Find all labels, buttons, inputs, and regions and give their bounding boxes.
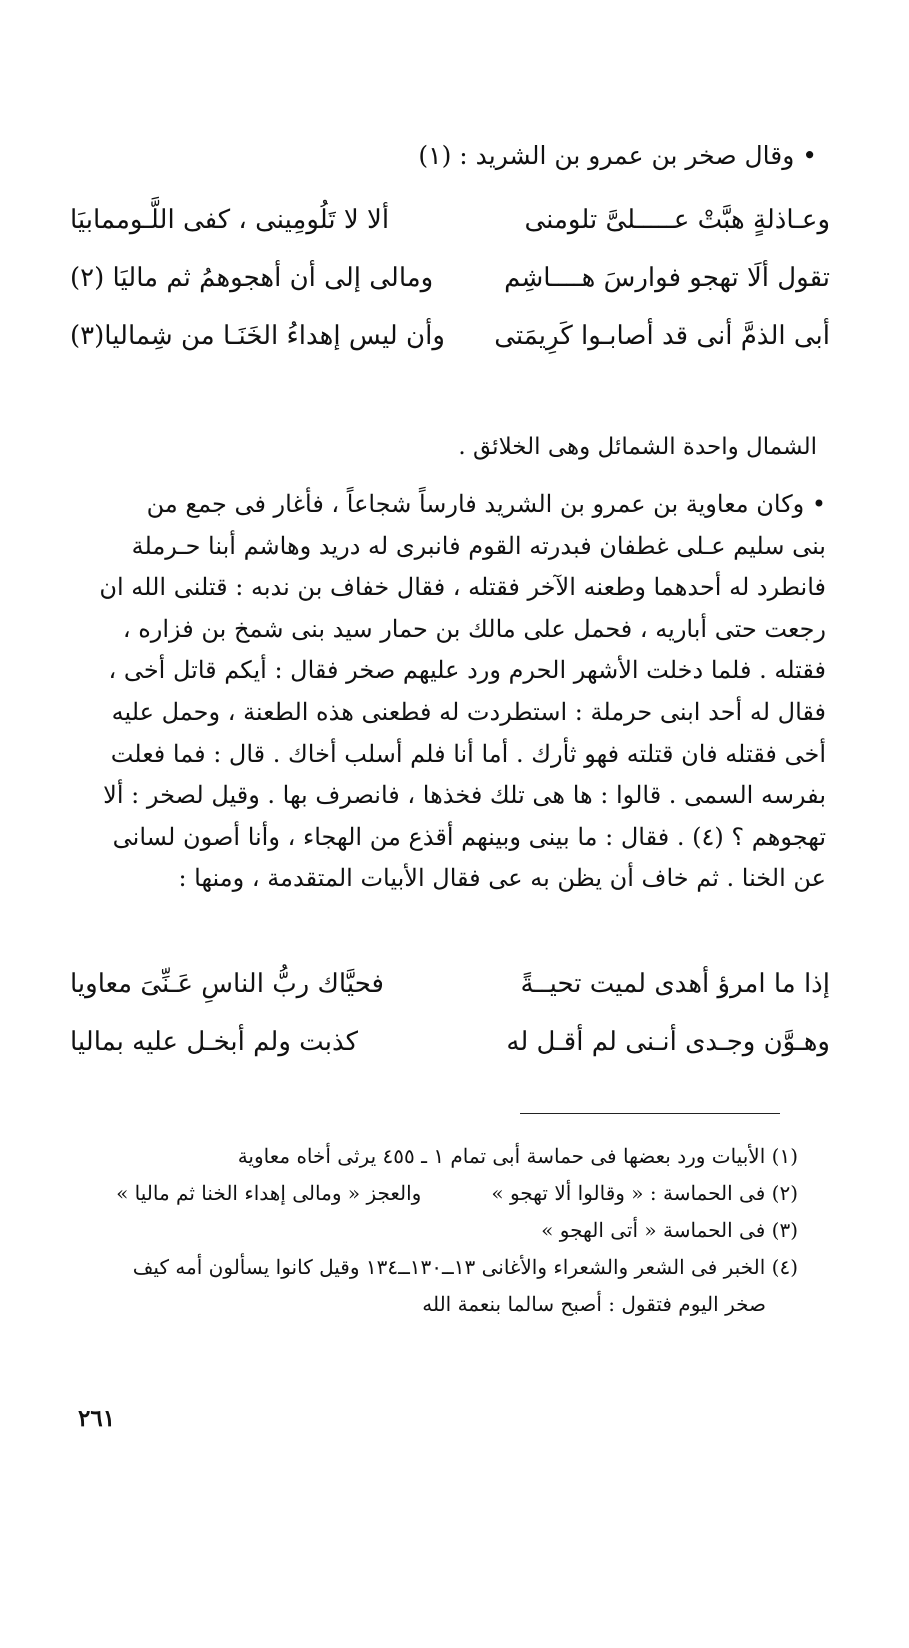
- poem-intro: • وقال صخر بن عمرو بن الشريد : (١): [418, 141, 817, 170]
- prose-line: فقتله . فلما دخلت الأشهر الحرم ورد عليهم صخر فقال : أيكم قاتل أخى ،: [108, 656, 826, 685]
- footnote-4: (٤) الخبر فى الشعر والشعراء والأغانى ١٣ــ١٣٠ــ١٣٤ وقيل كانوا يسألون أمه كيف: [132, 1255, 798, 1279]
- gloss-note: الشمال واحدة الشمائل وهى الخلائق .: [458, 434, 817, 460]
- prose-paragraph: [78, 484, 826, 900]
- verse-line: [70, 316, 830, 374]
- verse-second-hemistich: وأن ليس إهداءُ الخَنَـا من شِماليا(٣): [70, 321, 445, 351]
- page-number: ٢٦١: [78, 1405, 116, 1432]
- poem-verses-1: [70, 200, 830, 374]
- footnote-2-part-a: (٢) فى الحماسة : « وقالوا ألا تهجو »: [491, 1181, 798, 1205]
- footnote-4-continuation: صخر اليوم فتقول : أصبح سالما بنعمة الله: [422, 1292, 766, 1316]
- verse-second-hemistich: ألا لا تَلُومِينى ، كفى اللَّـوممابيَا: [70, 205, 390, 235]
- verse-line: [70, 258, 830, 316]
- verse-first-hemistich: إذا ما امرؤ أهدى لميت تحيــةً: [520, 969, 830, 999]
- verse-first-hemistich: وهـوَّن وجـدى أنـنى لم أقـل له: [506, 1027, 830, 1057]
- footnote-3: (٣) فى الحماسة « أتى الهجو »: [541, 1218, 798, 1242]
- prose-line: بنى سليم عـلى غطفان فبدرته القوم فانبرى له دريد وهاشم أبنا حـرملة: [131, 531, 826, 560]
- footnote-divider: [520, 1113, 780, 1114]
- verse-line: [70, 200, 830, 258]
- prose-line: تهجوهم ؟ (٤) . فقال : ما بينى وبينهم أقذع من الهجاء ، وأنا أصون لسانى: [112, 822, 826, 851]
- verse-second-hemistich: فحيَّاك ربُّ الناسِ عَـنِّىَ معاويا: [70, 969, 384, 999]
- verse-first-hemistich: وعـاذلةٍ هبَّتْ عـــــلىَّ تلومنى: [524, 205, 830, 235]
- verse-second-hemistich: ومالى إلى أن أهجوهمُ ثم ماليَا (٢): [70, 263, 434, 293]
- footnote-1: (١) الأبيات ورد بعضها فى حماسة أبى تمام ١ ـ ٤٥٥ يرثى أخاه معاوية: [237, 1144, 798, 1168]
- prose-line: عن الخنا . ثم خاف أن يظن به عى فقال الأبيات المتقدمة ، ومنها :: [178, 864, 826, 893]
- prose-line: رجعت حتى أباريه ، فحمل على مالك بن حمار سيد بنى شمخ بن فزاره ،: [122, 614, 826, 643]
- verse-second-hemistich: كذبت ولم أبخـل عليه بماليا: [70, 1027, 358, 1057]
- verse-first-hemistich: أبى الذمَّ أنى قد أصابـوا كَرِيمَتى: [494, 321, 830, 351]
- verse-line: [70, 1022, 830, 1080]
- prose-line: فقال له أحد ابنى حرملة : استطردت له فطعنى هذه الطعنة ، وحمل عليه: [111, 697, 826, 726]
- verse-line: [70, 964, 830, 1022]
- verse-first-hemistich: تقول ألَا تهجو فوارسَ هــــاشِم: [504, 263, 830, 293]
- footnotes: [78, 1138, 798, 1323]
- footnote-2: [78, 1175, 798, 1212]
- prose-line: بفرسه السمى . قالوا : ها هى تلك فخذها ، فانصرف بها . وقيل لصخر : ألا: [103, 781, 826, 810]
- prose-line: أخى فقتله فان قتلته فهو ثأرك . أما أنا فلم أسلب أخاك . قال : فما فعلت: [110, 739, 826, 768]
- prose-line: • وكان معاوية بن عمرو بن الشريد فارساً شجاعاً ، فأغار فى جمع من: [146, 490, 826, 518]
- poem-verses-2: [70, 964, 830, 1080]
- footnote-2-part-b: والعجز « ومالى إهداء الخنا ثم ماليا »: [116, 1181, 422, 1205]
- prose-line: فانطرد له أحدهما وطعنه الآخر فقتله ، فقال خفاف بن ندبه : قتلنى الله ان: [99, 573, 826, 602]
